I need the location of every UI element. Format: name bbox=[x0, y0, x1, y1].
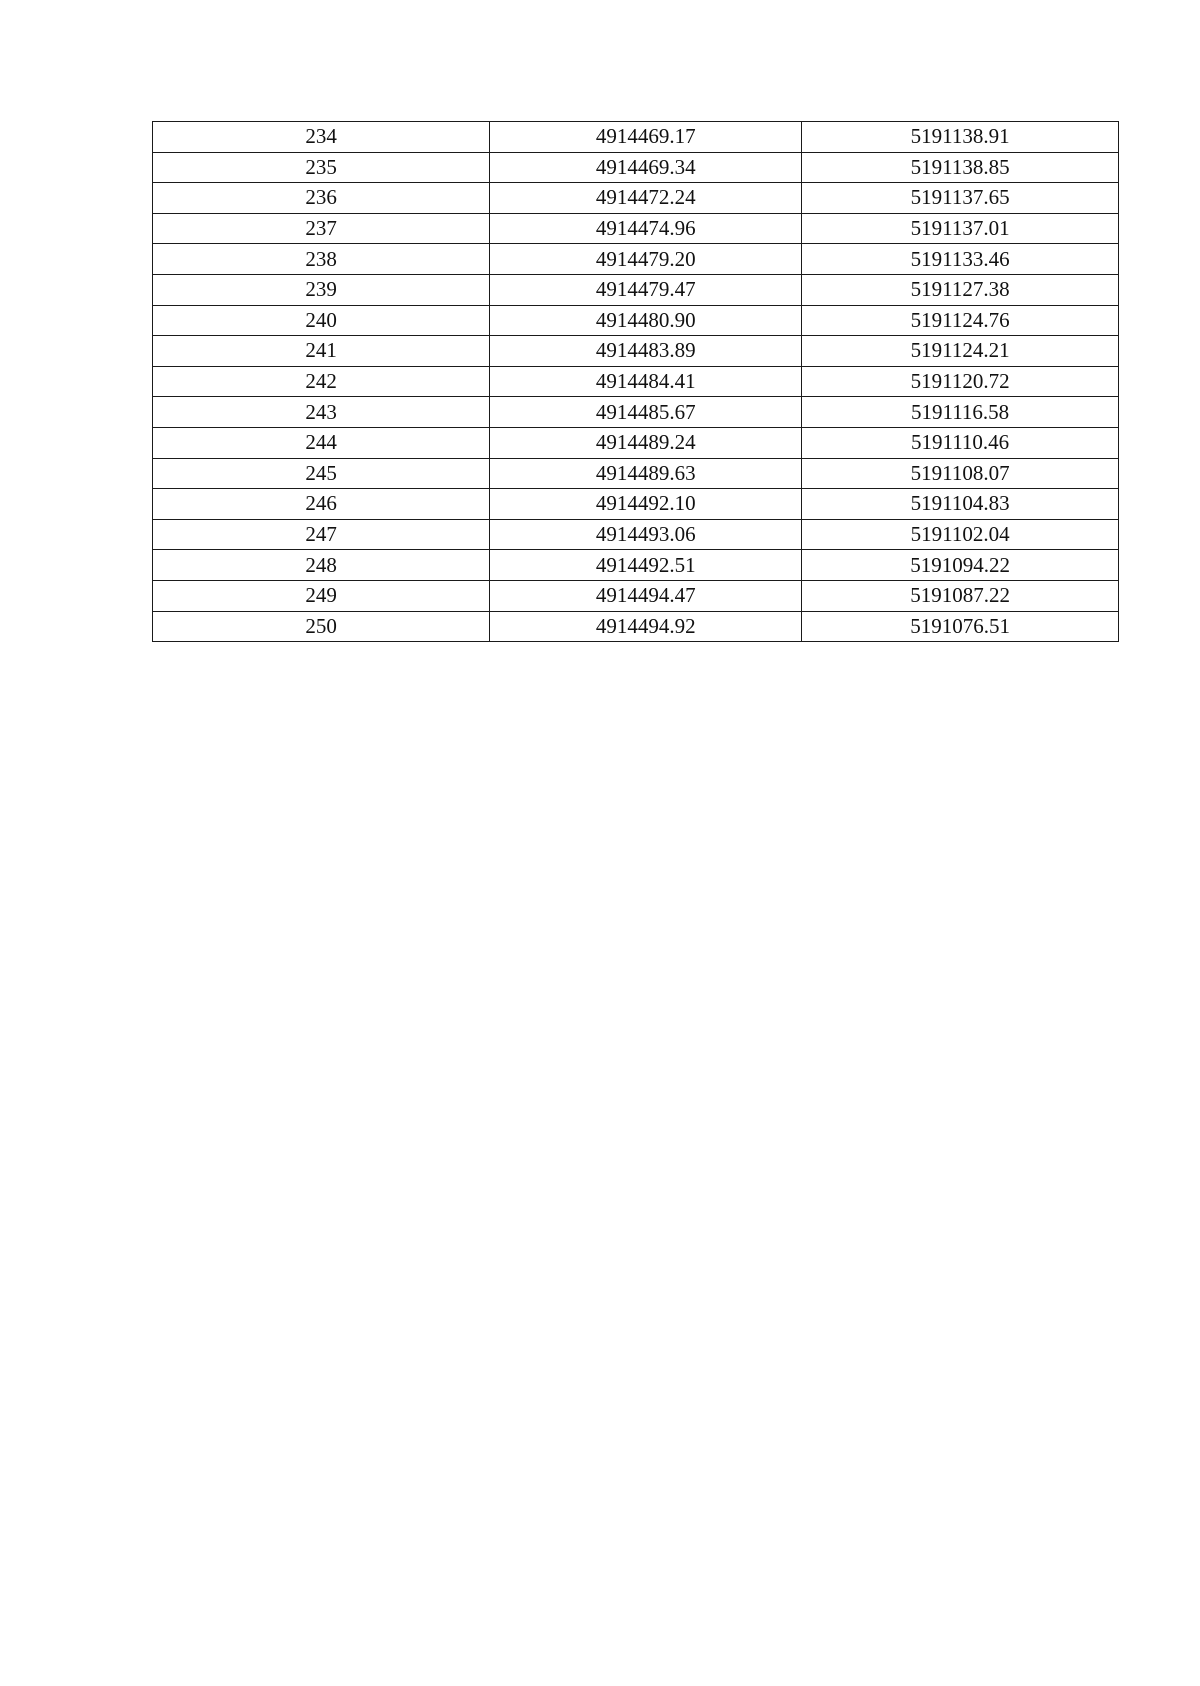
x-coordinate-cell: 4914492.10 bbox=[490, 489, 802, 520]
y-coordinate-cell: 5191137.01 bbox=[802, 213, 1119, 244]
x-coordinate-cell: 4914479.20 bbox=[490, 244, 802, 275]
y-coordinate-cell: 5191110.46 bbox=[802, 427, 1119, 458]
x-coordinate-cell: 4914480.90 bbox=[490, 305, 802, 336]
table-row bbox=[153, 122, 1119, 153]
y-coordinate-cell: 5191120.72 bbox=[802, 366, 1119, 397]
x-coordinate-cell: 4914483.89 bbox=[490, 336, 802, 367]
table-row bbox=[153, 519, 1119, 550]
y-coordinate-cell: 5191138.85 bbox=[802, 152, 1119, 183]
y-coordinate-cell: 5191116.58 bbox=[802, 397, 1119, 428]
point-number-cell: 240 bbox=[153, 305, 490, 336]
point-number-cell: 235 bbox=[153, 152, 490, 183]
y-coordinate-cell: 5191094.22 bbox=[802, 550, 1119, 581]
point-number-cell: 250 bbox=[153, 611, 490, 642]
table-row bbox=[153, 305, 1119, 336]
x-coordinate-cell: 4914494.47 bbox=[490, 580, 802, 611]
table-row bbox=[153, 244, 1119, 275]
x-coordinate-cell: 4914489.24 bbox=[490, 427, 802, 458]
x-coordinate-cell: 4914474.96 bbox=[490, 213, 802, 244]
point-number-cell: 247 bbox=[153, 519, 490, 550]
point-number-cell: 239 bbox=[153, 274, 490, 305]
point-number-cell: 245 bbox=[153, 458, 490, 489]
point-number-cell: 248 bbox=[153, 550, 490, 581]
table-row bbox=[153, 458, 1119, 489]
x-coordinate-cell: 4914469.17 bbox=[490, 122, 802, 153]
y-coordinate-cell: 5191076.51 bbox=[802, 611, 1119, 642]
coordinates-table-body bbox=[153, 122, 1119, 642]
x-coordinate-cell: 4914479.47 bbox=[490, 274, 802, 305]
table-row bbox=[153, 366, 1119, 397]
y-coordinate-cell: 5191133.46 bbox=[802, 244, 1119, 275]
y-coordinate-cell: 5191102.04 bbox=[802, 519, 1119, 550]
table-row bbox=[153, 580, 1119, 611]
x-coordinate-cell: 4914485.67 bbox=[490, 397, 802, 428]
table-row bbox=[153, 611, 1119, 642]
table-row bbox=[153, 213, 1119, 244]
x-coordinate-cell: 4914472.24 bbox=[490, 183, 802, 214]
y-coordinate-cell: 5191108.07 bbox=[802, 458, 1119, 489]
point-number-cell: 241 bbox=[153, 336, 490, 367]
point-number-cell: 242 bbox=[153, 366, 490, 397]
y-coordinate-cell: 5191138.91 bbox=[802, 122, 1119, 153]
table-row bbox=[153, 152, 1119, 183]
point-number-cell: 236 bbox=[153, 183, 490, 214]
point-number-cell: 244 bbox=[153, 427, 490, 458]
y-coordinate-cell: 5191124.76 bbox=[802, 305, 1119, 336]
table-row bbox=[153, 336, 1119, 367]
point-number-cell: 234 bbox=[153, 122, 490, 153]
point-number-cell: 249 bbox=[153, 580, 490, 611]
table-row bbox=[153, 274, 1119, 305]
table-row bbox=[153, 397, 1119, 428]
x-coordinate-cell: 4914494.92 bbox=[490, 611, 802, 642]
x-coordinate-cell: 4914489.63 bbox=[490, 458, 802, 489]
x-coordinate-cell: 4914492.51 bbox=[490, 550, 802, 581]
y-coordinate-cell: 5191087.22 bbox=[802, 580, 1119, 611]
table-row bbox=[153, 550, 1119, 581]
x-coordinate-cell: 4914493.06 bbox=[490, 519, 802, 550]
point-number-cell: 246 bbox=[153, 489, 490, 520]
x-coordinate-cell: 4914469.34 bbox=[490, 152, 802, 183]
x-coordinate-cell: 4914484.41 bbox=[490, 366, 802, 397]
y-coordinate-cell: 5191104.83 bbox=[802, 489, 1119, 520]
table-row bbox=[153, 427, 1119, 458]
y-coordinate-cell: 5191137.65 bbox=[802, 183, 1119, 214]
point-number-cell: 238 bbox=[153, 244, 490, 275]
point-number-cell: 237 bbox=[153, 213, 490, 244]
table-row bbox=[153, 489, 1119, 520]
table-row bbox=[153, 183, 1119, 214]
y-coordinate-cell: 5191127.38 bbox=[802, 274, 1119, 305]
point-number-cell: 243 bbox=[153, 397, 490, 428]
y-coordinate-cell: 5191124.21 bbox=[802, 336, 1119, 367]
coordinates-table bbox=[152, 121, 1119, 642]
